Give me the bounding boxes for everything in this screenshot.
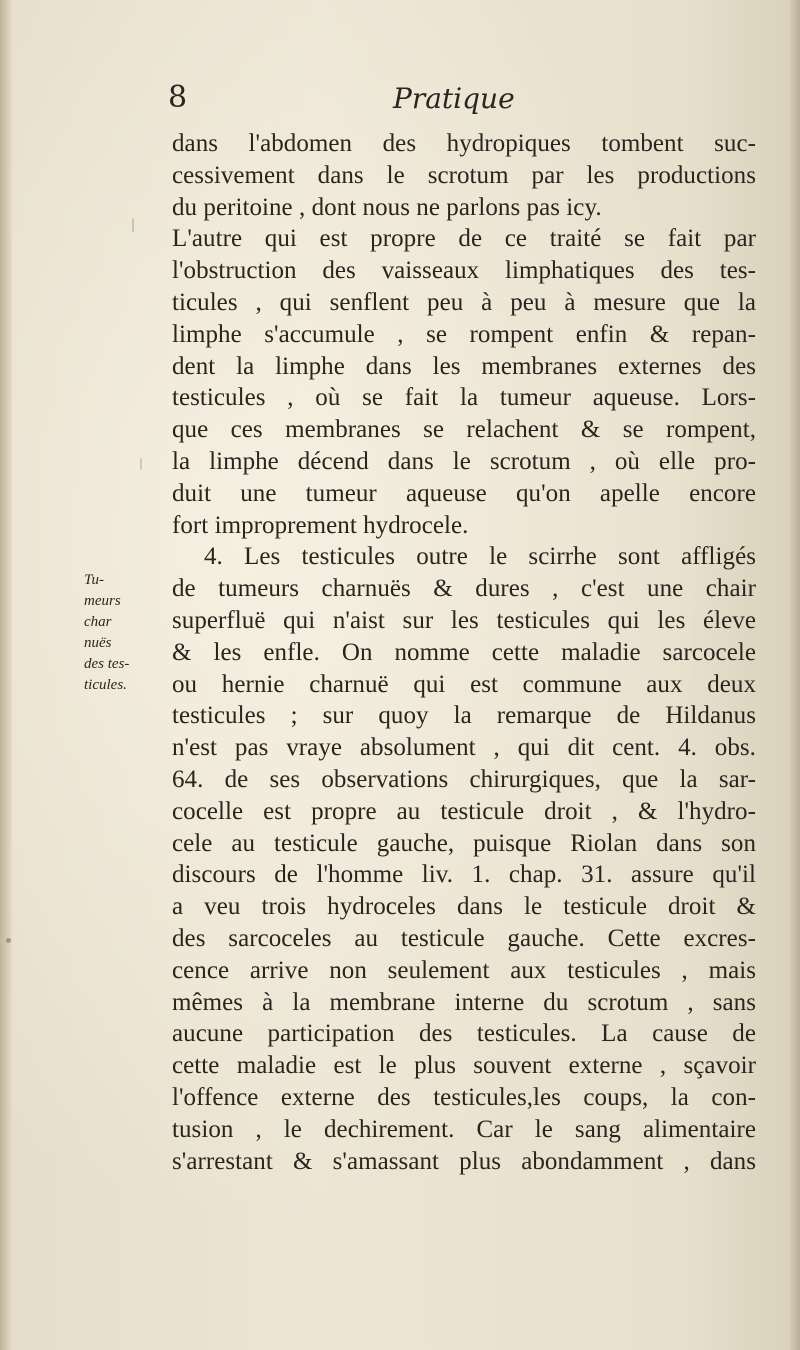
margin-note [84, 570, 164, 696]
margin-note-line: char [84, 614, 112, 630]
text-line: cence arrive non seulement aux testicules , mais [172, 956, 756, 984]
text-line: des sarcoceles au testicule gauche. Cette excres- [172, 924, 756, 952]
text-line: a veu trois hydroceles dans le testicule droit & [172, 893, 756, 921]
text-line: superfluë qui n'aist sur les testicules qui les éleve [172, 606, 756, 634]
page-header [168, 80, 543, 122]
text-line: cele au testicule gauche, puisque Riolan dans son [172, 829, 756, 857]
text-line: discours de l'homme liv. 1. chap. 31. assure qu'il [172, 861, 756, 889]
text-line: ou hernie charnuë qui est commune aux deux [172, 670, 756, 698]
text-line: cessivement dans le scrotum par les productions [172, 161, 756, 189]
text-line: ticules , qui senflent peu à peu à mesure que la [172, 288, 756, 316]
page-right-edge [790, 0, 800, 1350]
page-number: 8 [168, 80, 188, 115]
paper-speck [132, 218, 134, 232]
text-line: n'est pas vraye absolument , qui dit cent. 4. obs. [172, 734, 756, 762]
text-line: la limphe décend dans le scrotum , où elle pro- [172, 447, 756, 475]
text-line: L'autre qui est propre de ce traité se fait par [172, 225, 756, 253]
text-line: dans l'abdomen des hydropiques tombent suc- [172, 130, 756, 157]
text-line: & les enfle. On nomme cette maladie sarcocele [172, 638, 756, 666]
running-head: Pratique [393, 82, 515, 115]
margin-note-line: ticules. [84, 677, 127, 693]
text-line: cette maladie est le plus souvent externe , sçavoir [172, 1052, 756, 1080]
margin-note-line: meurs [84, 593, 121, 609]
text-line: du peritoine , dont nous ne parlons pas icy. [172, 193, 602, 221]
margin-note-line: Tu- [84, 572, 105, 588]
text-line: duit une tumeur aqueuse qu'on apelle encore [172, 479, 756, 507]
text-line: de tumeurs charnuës & dures , c'est une chair [172, 575, 756, 603]
text-line: tusion , le dechirement. Car le sang alimentaire [172, 1115, 756, 1143]
text-line: cocelle est propre au testicule droit , & l'hydro- [172, 797, 756, 825]
page-left-edge [0, 0, 12, 1350]
text-line: aucune participation des testicules. La cause de [172, 1020, 756, 1048]
text-line: 4. Les testicules outre le scirrhe sont affligés [204, 543, 756, 571]
text-line: s'arrestant & s'amassant plus abondamment , dans [172, 1147, 756, 1175]
text-line: l'obstruction des vaisseaux limphatiques des tes- [172, 257, 756, 285]
text-line: testicules ; sur quoy la remarque de Hildanus [172, 702, 756, 730]
text-line: dent la limphe dans les membranes externes des [172, 352, 756, 380]
text-line: testicules , où se fait la tumeur aqueuse. Lors- [172, 384, 756, 412]
text-line: 64. de ses observations chirurgiques, que la sar- [172, 765, 756, 793]
text-line: l'offence externe des testicules,les coups, la con- [172, 1083, 756, 1111]
text-line: mêmes à la membrane interne du scrotum , sans [172, 988, 756, 1016]
text-line: fort improprement hydrocele. [172, 511, 469, 539]
text-line: limphe s'accumule , se rompent enfin & repan- [172, 320, 756, 348]
body-text [172, 128, 756, 1177]
text-line: que ces membranes se relachent & se rompent, [172, 416, 756, 444]
margin-note-line: des tes- [84, 656, 130, 672]
paper-speck [140, 458, 142, 470]
margin-note-line: nuës [84, 635, 112, 651]
paper-speck [6, 938, 11, 943]
